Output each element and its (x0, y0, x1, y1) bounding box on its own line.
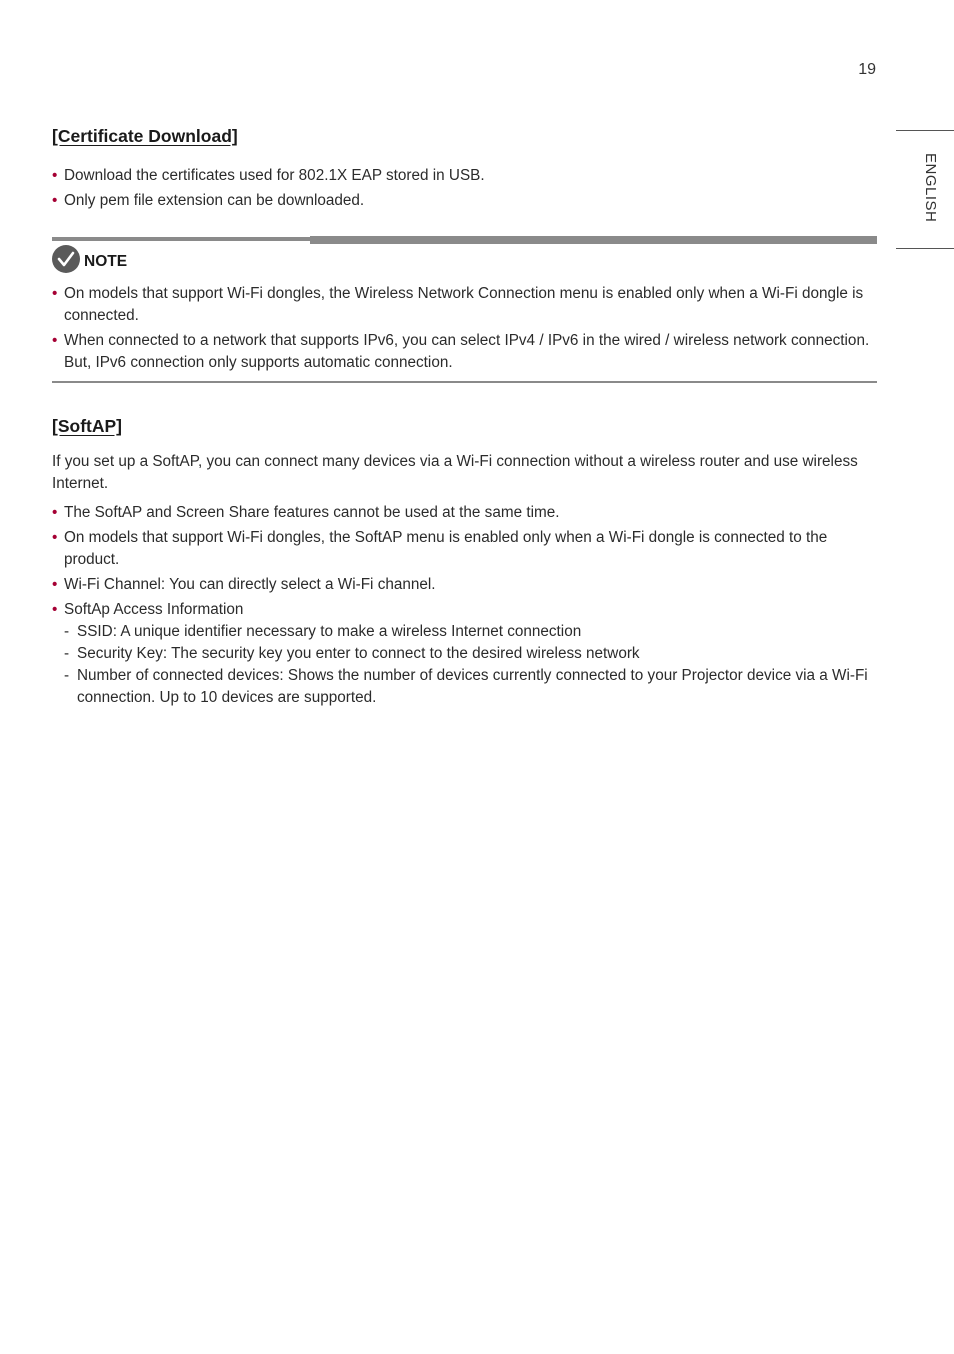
softap-bullet-list (52, 502, 877, 712)
note-bullet-list (52, 283, 877, 377)
list-item: • The SoftAP and Screen Share features cannot be used at the same time. (52, 502, 877, 524)
list-item: • Wi-Fi Channel: You can directly select a Wi-Fi channel. (52, 574, 877, 596)
list-item: • Download the certificates used for 802.1X EAP stored in USB. (52, 165, 877, 187)
list-item: • On models that support Wi-Fi dongles, the Wireless Network Connection menu is enabled only when a Wi-Fi dongle is connected. (52, 283, 877, 327)
note-top-rule-thick (310, 236, 877, 244)
sub-list-item: - SSID: A unique identifier necessary to make a wireless Internet connection (64, 621, 877, 643)
list-item-label: SoftAp Access Information (64, 601, 244, 618)
page-number: 19 (858, 61, 876, 78)
softap-heading: [SoftAP] (52, 416, 122, 436)
sub-list-item: - Security Key: The security key you enter to connect to the desired wireless network (64, 643, 877, 665)
access-info-sublist (64, 621, 877, 709)
checkmark-icon (52, 245, 80, 273)
list-item: • On models that support Wi-Fi dongles, the SoftAP menu is enabled only when a Wi-Fi dongle is connected to the product. (52, 527, 877, 571)
certificate-download-heading: [Certificate Download] (52, 126, 238, 146)
note-bottom-rule (52, 381, 877, 383)
language-tab-label: ENGLISH (922, 153, 939, 223)
note-label: NOTE (84, 253, 128, 270)
certificate-bullet-list (52, 165, 877, 215)
list-item: • When connected to a network that supports IPv6, you can select IPv4 / IPv6 in the wired / wireless network connection. But, IPv6 connection only supports automatic connection. (52, 330, 877, 374)
list-item: • Only pem file extension can be downloaded. (52, 190, 877, 212)
note-top-rule (52, 237, 310, 241)
list-item-with-subitems (52, 599, 877, 709)
softap-intro: If you set up a SoftAP, you can connect many devices via a Wi-Fi connection without a wireless router and use wireless Internet. (52, 453, 858, 492)
sub-list-item: - Number of connected devices: Shows the number of devices currently connected to your Projector device via a Wi-Fi connection. Up to 10 devices are supported. (64, 665, 877, 709)
